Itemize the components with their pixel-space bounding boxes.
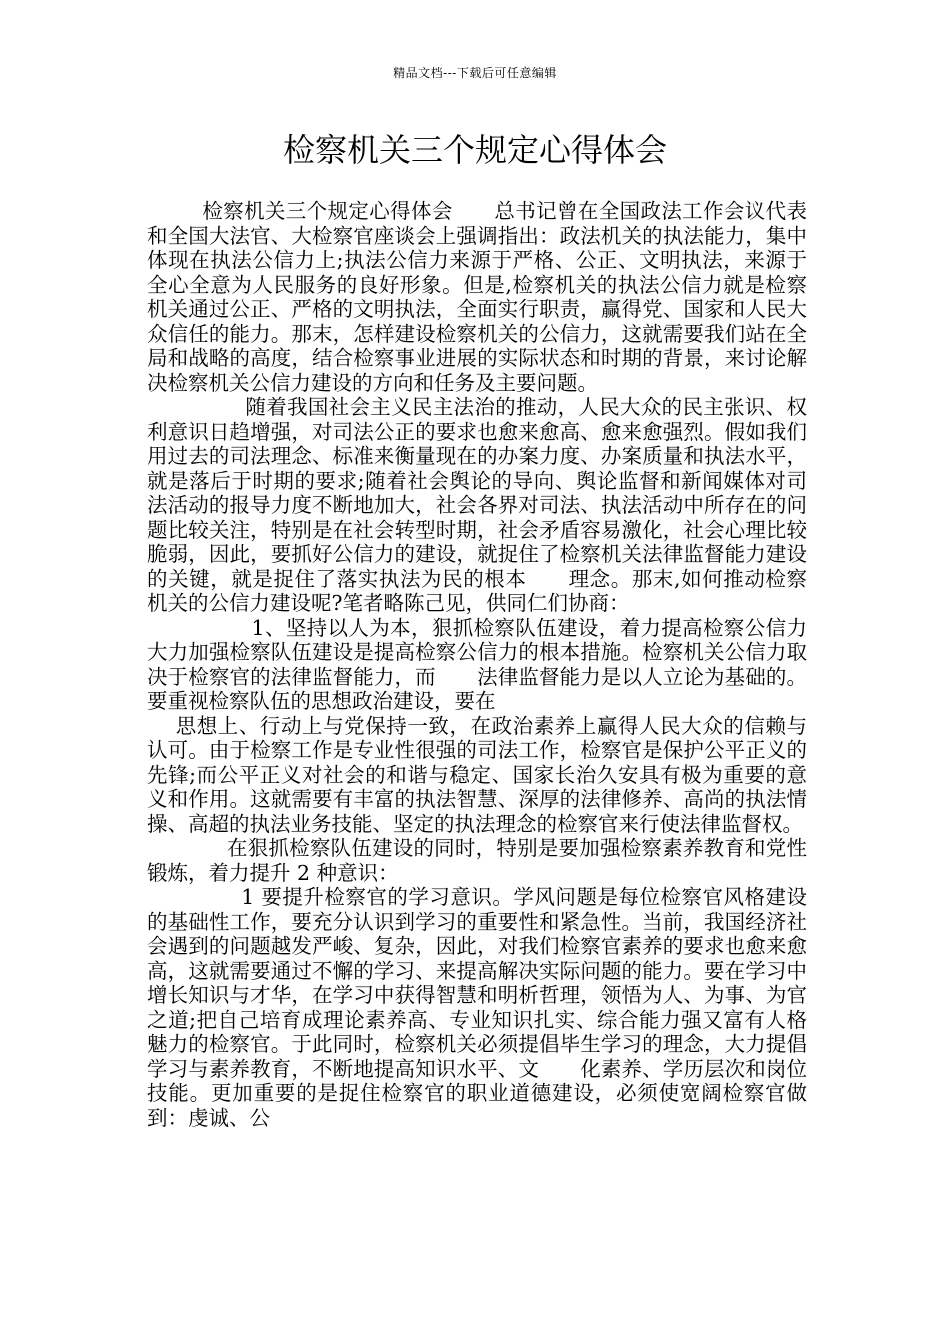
paragraph-1: 检察机关三个规定心得体会 总书记曾在全国政法工作会议代表和全国大法官、大检察官座谈会上强调指出：政法机关的执法能力，集中体现在执法公信力上;执法公信力来源于严格、公正、文明执法，来源于全心全意为人民服务的良好形象。但是,检察机关的执法公信力就是检察机关通过公正、严格的文明执法，全面实行职责，赢得党、国家和人民大众信任的能力。那末，怎样建设检察机关的公信力，这就需要我们站在全局和战略的高度，结合检察事业进展的实际状态和时期的背景，来讨论解决检察机关公信力建设的方向和任务及主要问题。: [147, 199, 807, 395]
paragraph-5: 在狠抓检察队伍建设的同时，特别是要加强检察素养教育和党性锻炼，着力提升 2 种意识：: [147, 836, 807, 885]
paragraph-3: 1、坚持以人为本，狠抓检察队伍建设，着力提高检察公信力大力加强检察队伍建设是提高检察公信力的根本措施。检察机关公信力取决于检察官的法律监督能力，而 法律监督能力是以人立论为基础的。要重视检察队伍的思想政治建设，要在: [147, 615, 807, 713]
document-body: [147, 199, 807, 1130]
paragraph-2: 随着我国社会主义民主法治的推动，人民大众的民主张识、权利意识日趋增强，对司法公正的要求也愈来愈高、愈来愈强烈。假如我们用过去的司法理念、标准来衡量现在的办案力度、办案质量和执法水平，就是落后于时期的要求;随着社会舆论的导向、舆论监督和新闻媒体对司法活动的报导力度不断地加大，社会各界对司法、执法活动中所存在的问题比较关注，特别是在社会转型时期，社会矛盾容易激化，社会心理比较脆弱，因此，要抓好公信力的建设，就捉住了检察机关法律监督能力建设的关键，就是捉住了落实执法为民的根本 理念。那末,如何推动检察机关的公信力建设呢?笔者略陈己见，供同仁们协商：: [147, 395, 807, 615]
paragraph-6: 1 要提升检察官的学习意识。学风问题是每位检察官风格建设的基础性工作，要充分认识到学习的重要性和紧急性。当前，我国经济社会遇到的问题越发严峻、复杂，因此，对我们检察官素养的要求也愈来愈高，这就需要通过不懈的学习、来提高解决实际问题的能力。要在学习中增长知识与才华，在学习中获得智慧和明析哲理，领悟为人、为事、为官之道;把自己培育成理论素养高、专业知识扎实、综合能力强又富有人格魅力的检察官。于此同时，检察机关必须提倡毕生学习的理念，大力提倡学习与素养教育，不断地提高知识水平、文 化素养、学历层次和岗位技能。更加重要的是捉住检察官的职业道德建设，必须使宽阔检察官做到：虔诚、公: [147, 885, 807, 1130]
document-title: 检察机关三个规定心得体会: [282, 131, 667, 169]
page-header: 精品文档---下载后可任意编辑: [393, 66, 557, 80]
paragraph-4: 思想上、行动上与党保持一致，在政治素养上赢得人民大众的信赖与认可。由于检察工作是专业性很强的司法工作，检察官是保护公平正义的先锋;而公平正义对社会的和谐与稳定、国家长治久安具有极为重要的意义和作用。这就需要有丰富的执法智慧、深厚的法律修养、高尚的执法情操、高超的执法业务技能、坚定的执法理念的检察官来行使法律监督权。: [147, 713, 807, 836]
